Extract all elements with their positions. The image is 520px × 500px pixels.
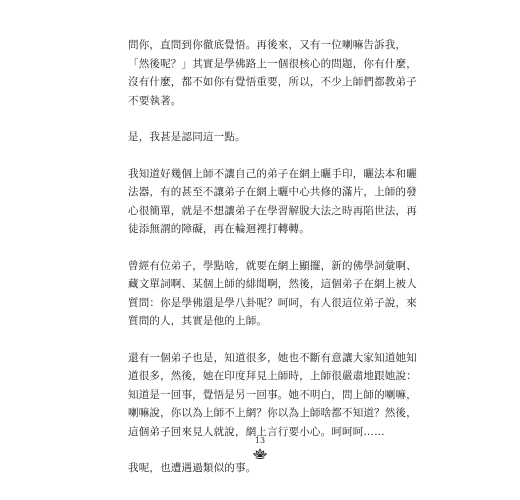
text-line: 心很簡單，就是不想讓弟子在學習解脫大法之時再陷世法，再 <box>128 204 417 217</box>
page-number: 13 <box>254 436 266 445</box>
body-text <box>128 36 417 478</box>
paragraph <box>128 349 417 442</box>
text-line: 是，我甚是認同這一點。 <box>128 131 246 143</box>
paragraph <box>128 459 396 478</box>
text-line: 「然後呢？」其實是學佛路上一個很核心的問題，你有什麼， <box>128 57 417 70</box>
text-line: 還有一個弟子也是，知道很多，她也不斷有意讓大家知道她知 <box>128 351 417 364</box>
text-line: 問你，直問到你徹底覺悟。再後來，又有一位喇嘛告訴我， <box>128 39 407 51</box>
text-line: 知道是一回事，覺悟是另一回事。她不明白，問上師的喇嘛， <box>128 388 417 401</box>
paragraph <box>128 36 417 110</box>
text-line: 道很多，然後，她在印度拜見上師時，上師很嚴肅地跟她說： <box>128 370 417 382</box>
page-footer <box>0 436 520 460</box>
paragraph <box>128 128 396 147</box>
text-line: 這個弟子回來見人就說，網上言行要小心。呵呵呵…… <box>128 425 385 438</box>
text-line: 沒有什麼，都不如你有覺悟重要，所以，不少上師們都教弟子 <box>128 76 417 88</box>
text-line: 喇嘛說，你以為上師不上網？你以為上師啥都不知道？然後， <box>128 407 417 419</box>
text-line: 質問：你是學佛還是學八卦呢？呵呵，有人很這位弟子說，來 <box>128 296 417 309</box>
text-line: 我呢，也遭遇過類似的事。 <box>128 462 257 474</box>
text-line: 曾經有位弟子，學點啥，就要在網上顯擺，新的佛學詞彙啊、 <box>128 259 417 272</box>
text-line: 不要執著。 <box>128 94 182 107</box>
text-line: 藏文單詞啊、某個上師的緋聞啊，然後，這個弟子在網上被人 <box>128 278 417 290</box>
paragraph <box>128 257 417 331</box>
paragraph <box>128 165 417 239</box>
text-line: 我知道好幾個上師不讓自己的弟子在網上曬手印，曬法本和曬 <box>128 167 417 180</box>
text-line: 質問的人，其實是他的上師。 <box>128 315 268 327</box>
text-line: 法器，有的甚至不讓弟子在網上曬中心共修的滿片，上師的發 <box>128 186 417 198</box>
text-line: 徒添無謂的障礙，再在輪迴裡打轉轉。 <box>128 223 310 235</box>
lotus-icon <box>252 448 268 460</box>
